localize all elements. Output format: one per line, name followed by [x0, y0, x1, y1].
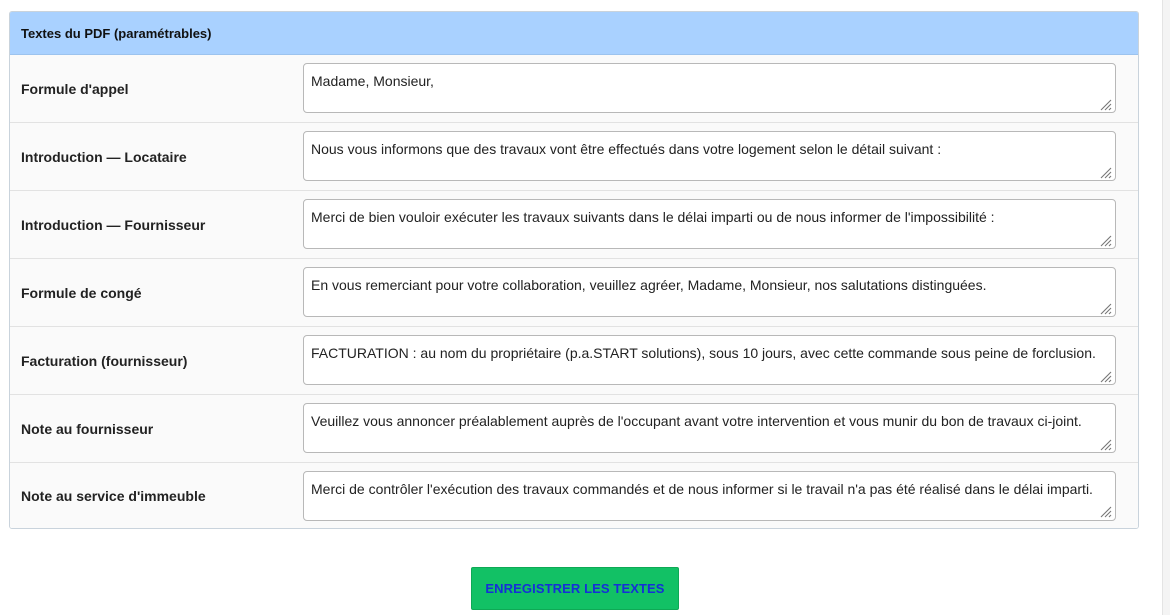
formule-appel-textarea[interactable]: [303, 63, 1116, 113]
row-facturation: [10, 327, 1138, 395]
panel-title: Textes du PDF (paramétrables): [10, 12, 1138, 55]
row-introduction-fournisseur: [10, 191, 1138, 259]
field-label: Introduction — Fournisseur: [21, 216, 206, 233]
field-label: Note au fournisseur: [21, 420, 154, 437]
introduction-fournisseur-textarea[interactable]: [303, 199, 1116, 249]
row-note-service-immeuble: [10, 463, 1138, 529]
row-formule-conge: [10, 259, 1138, 327]
formule-conge-textarea[interactable]: [303, 267, 1116, 317]
note-fournisseur-textarea[interactable]: [303, 403, 1116, 453]
row-introduction-locataire: [10, 123, 1138, 191]
field-label: Formule de congé: [21, 284, 142, 301]
field-label: Formule d'appel: [21, 80, 129, 97]
page-scrollbar[interactable]: [1162, 0, 1170, 615]
save-area: [0, 567, 1150, 610]
pdf-texts-panel: [9, 11, 1139, 529]
introduction-locataire-textarea[interactable]: [303, 131, 1116, 181]
save-texts-button[interactable]: ENREGISTRER LES TEXTES: [471, 567, 679, 610]
field-label: Facturation (fournisseur): [21, 352, 188, 369]
facturation-textarea[interactable]: [303, 335, 1116, 385]
field-label: Note au service d'immeuble: [21, 488, 206, 504]
row-note-fournisseur: [10, 395, 1138, 463]
note-service-immeuble-textarea[interactable]: [303, 471, 1116, 521]
row-formule-appel: [10, 55, 1138, 123]
field-label: Introduction — Locataire: [21, 148, 187, 165]
